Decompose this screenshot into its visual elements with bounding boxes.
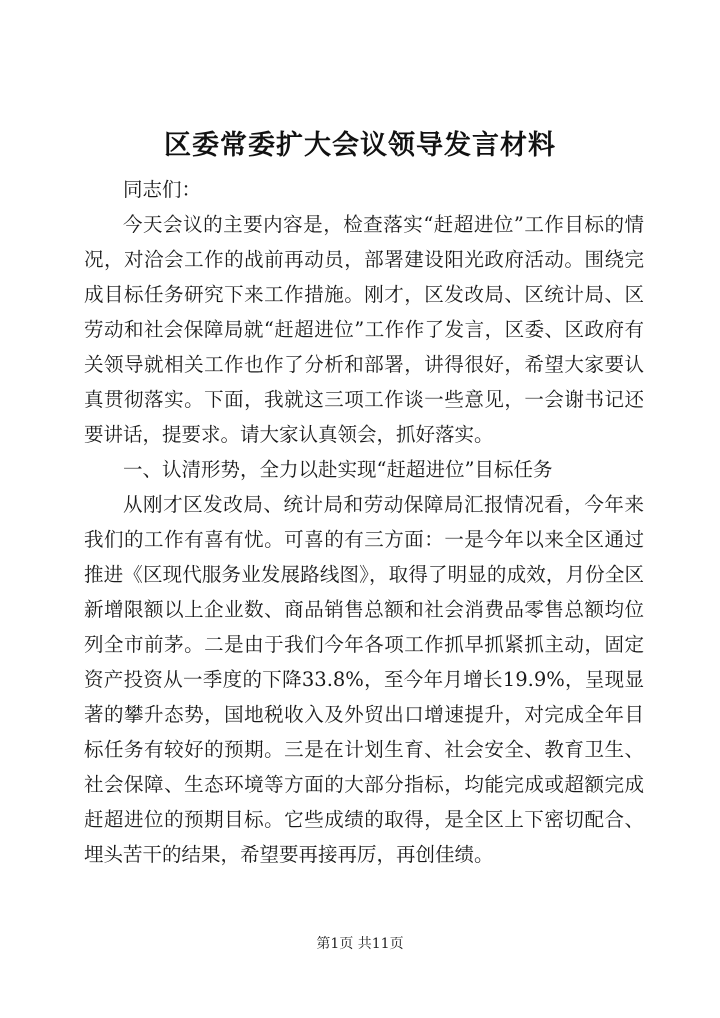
document-body xyxy=(84,172,644,872)
paragraph-section-1: 从刚才区发改局、统计局和劳动保障局汇报情况看，今年来我们的工作有喜有忧。可喜的有三方面：一是今年以来全区通过推进《区现代服务业发展路线图》，取得了明显的成效，月份全区新增限额以上企业数、商品销售总额和社会消费品零售总额均位列全市前茅。二是由于我们今年各项工作抓早抓紧抓主动，固定资产投资从一季度的下降33.8%，至今年月增长19.9%，呈现显著的攀升态势，国地税收入及外贸出口增速提升，对完成全年目标任务有较好的预期。三是在计划生育、社会安全、教育卫生、社会保障、生态环境等方面的大部分指标，均能完成或超额完成赶超进位的预期目标。它些成绩的取得，是全区上下密切配合、埋头苦干的结果，希望要再接再厉，再创佳绩。 xyxy=(84,493,644,866)
paragraph-intro: 今天会议的主要内容是，检查落实“赶超进位”工作目标的情况，对洽会工作的战前再动员，部署建设阳光政府活动。围绕完成目标任务研究下来工作措施。刚才，区发改局、区统计局、区劳动和社会保障局就“赶超进位”工作作了发言，区委、区政府有关领导就相关工作也作了分析和部署，讲得很好，希望大家要认真贯彻落实。下面，我就这三项工作谈一些意见，一会谢书记还要讲话，提要求。请大家认真领会，抓好落实。 xyxy=(84,213,644,446)
section-heading: 一、认清形势，全力以赴实现“赶超进位”目标任务 xyxy=(123,458,553,481)
greeting: 同志们： xyxy=(123,178,202,201)
page-footer xyxy=(0,933,720,953)
page-number-label: 第1页 共11页 xyxy=(316,936,404,952)
document-title: 区委常委扩大会议领导发言材料 xyxy=(164,130,556,161)
